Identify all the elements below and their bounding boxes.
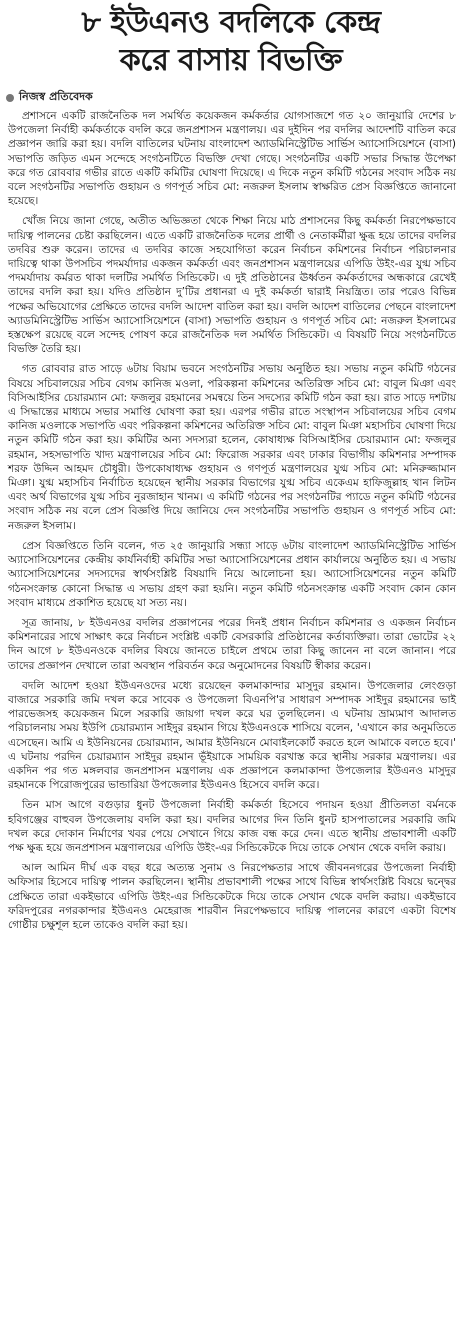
paragraph: প্রশাসনে একটি রাজনৈতিক দল সমর্থিত কয়েকজন কর্মকর্তার যোগসাজশে গত ২০ জানুয়ারি দেশের ৮ উপজেলা নির্বাহী কর্মকর্তাকে বদলি করে জনপ্রশাসন মন্ত্রণালয়। এর দুইদিন পর বদলির আদেশটি বাতিল করে প্রজ্ঞাপন জারি করা হয়। বদলি বাতিলের ঘটনায় বাংলাদেশ অ্যাডমিনিস্ট্রেটিভ সার্ভিস অ্যাসোসিয়েশনে (বাসা) সভাপতি জড়িত এমন সন্দেহে সংগঠনটিতে বিভক্তি দেখা গেছে। সংগঠনটির একটি সভার সিদ্ধান্ত উপেক্ষা করে গত রোববার গভীর রাতে একটি কমিটির ঘোষণা দিয়েছে। এ দিকে নতুন কমিটি গঠনের সংবাদ সঠিক নয় বলে সংগঠনটির সভাপতি গুহায়ন ও গণপূর্ত সচিব মো: নজরুল ইসলাম স্বাক্ষরিত প্রেস বিজ্ঞপ্তিতে জানানো হয়েছে।	[8, 110, 456, 208]
headline-line-1: ৮ ইউএনও বদলিকে কেন্দ্র	[81, 5, 381, 40]
paragraph: সূত্র জানায়, ৮ ইউএনওর বদলির প্রজ্ঞাপনের পরের দিনই প্রধান নির্বাচন কমিশনার ও একজন নির্বাচন কমিশনারের সাথে সাক্ষাৎ করে নির্বাচন সংশ্লিষ্ট একটি বেসরকারি প্রতিষ্ঠানের কর্তাব্যক্তিরা। তারা ভোটের ২২ দিন আগে ৮ ইউএনওকে বদলির বিষয়ে জানতে চাইলে প্রথমে তারা কিছু জানেন না বলে জানান। পরে তাদের প্রজ্ঞাপন দেখালে তারা অবস্থান পরিবর্তন করে অনুমোদনের বিষয়টি স্বীকার করেন।	[8, 616, 456, 672]
paragraph: বদলি আদেশ হওয়া ইউএনওদের মধ্যে রয়েছেন কলমাকান্দার মাসুদুর রহমান। উপজেলার লেংগুড়া বাজারে সরকারি জমি দখল করে সাবেক ও উপজেলা বিএনপি'র সাধারণ সম্পাদক সাইদুর রহমানের ভাই পারভেজসহ কয়েকজন মিলে সরকারি জায়গা দখল করে ঘর তুলছিলেন। এ ঘটনায় ভ্রাম্যমাণ আদালত পরিচালনায় সময় ইউপি চেয়ারম্যান সাইদুর রহমান গিয়ে ইউএনওকে শাসিয়ে বলেন, 'এখানে কার অনুমতিতে এসেছেন। আমি এ ইউনিয়নের চেয়ারম্যান, আমার ইউনিয়নে মোবাইলকোর্ট করতে হলে আমাকে বলতে হবে।' এ ঘটনায় পরদিন চেয়ারম্যান সাইদুর রহমান ভূঁইয়াকে সাময়িক বরখাস্ত করে স্থানীয় সরকার মন্ত্রণালয়। এর একদিন পর গত মঙ্গলবার জনপ্রশাসন মন্ত্রণালয় এক প্রজ্ঞাপনে কলমাকান্দা উপজেলার ইউএনও মাসুদুর রহমানকে পিরোজপুরের ভান্ডারিয়া উপজেলার ইউএনও হিসেবে বদলি করে।	[8, 679, 456, 792]
headline-line-2: করে বাসায় বিভক্তি	[119, 43, 343, 78]
paragraph: প্রেস বিজ্ঞপ্তিতে তিনি বলেন, গত ২৫ জানুয়ারি সন্ধ্যা সাড়ে ৬টায় বাংলাদেশ অ্যাডমিনিস্ট্রেটিভ সার্ভিস অ্যাসোসিয়েশনের কেন্দ্রীয় কার্যনির্বাহী কমিটির সভা অ্যাসোসিয়েশনের প্রধান কার্যালয়ে অনুষ্ঠিত হয়। এ সভায় অ্যাসোসিয়েশনের সদস্যদের স্বার্থসংশ্লিষ্ট বিষয়াদি নিয়ে আলোচনা হয়। অ্যাসোসিয়েশনের নতুন কমিটি গঠনসংক্রান্ত কোনো সিদ্ধান্ত এ সভায় গ্রহণ করা হয়নি। নতুন কমিটি গঠনসংক্রান্ত একটি সংবাদ কোন কোন সংবাদ মাধ্যমে প্রকাশিত হয়েছে যা সত্য নয়।	[8, 539, 456, 609]
paragraph: গত রোববার রাত সাড়ে ৬টায় বিয়াম ভবনে সংগঠনটির সভায় অনুষ্ঠিত হয়। সভায় নতুন কমিটি গঠনের বিষয়ে সচিবালয়ের সচিব বেগম কানিজ মওলা, পরিকল্পনা কমিশনের অতিরিক্ত সচিব মো: বাবুল মিঞা এবং বিসিআইসির চেয়ারম্যান মো: ফজলুর রহমানের সমন্বয়ে তিন সদস্যের কমিটি গঠন করা হয়। রাত সাড়ে দশটায় এ সিদ্ধান্তের মাধ্যমে সভার সমাপ্তি ঘোষণা করা হয়। এরপর গভীর রাতে সংস্থাপন সচিবালয়ের সচিব বেগম কানিজ মওলাকে সভাপতি এবং পরিকল্পনা কমিশনের অতিরিক্ত সচিব মো: বাবুল মিঞা মহাসচিব ঘোষণা দিয়ে নতুন কমিটি গঠন করা হয়। কমিটির অন্য সদস্যরা হলেন, কোষাধ্যক্ষ বিসিআইসির চেয়ারম্যান মো: ফজলুর রহমান, সহসভাপতি খাদ্য মন্ত্রণালয়ের সচিব মো: ফিরোজ সরকার এবং ঢাকার বিভাগীয় কমিশনার সম্পাদক শরফ উদ্দিন আহমদ চৌধুরী। উপকোষাধ্যক্ষ গুহায়ন ও গণপূর্ত মন্ত্রণালয়ের যুগ্ম সচিব মো: মনিরুজ্জামান মিঞা। যুগ্ম মহাসচিব নির্বাচিত হয়েছেন স্থানীয় সরকার বিভাগের যুগ্ম সচিব একেএম হাফিজুল্লাহ খান লিটন এবং অর্থ বিভাগের যুগ্ম সচিব নুরজাহান খানম। এ কমিটি গঠনের পর সংগঠনটির প্যাডে নতুন কমিটি গঠনের সংবাদ সঠিক নয় বলে প্রেস বিজ্ঞপ্তি দিয়ে জানিয়ে দেন সংগঠনটির সভাপতি গুহায়ন ও গণপূর্ত সচিব মো: নজরুল ইসলাম।	[8, 363, 456, 532]
paragraph: তিন মাস আগে বগুড়ার ধুনট উপজেলা নির্বাহী কর্মকর্তা হিসেবে পদায়ন হওয়া প্রীতিলতা বর্মনকে হবিগঞ্জের বাহুবল উপজেলায় বদলি করা হয়। বদলির আগের দিন তিনি ধুনট হাসপাতালের সরকারি জমি দখল করে দোকান নির্মাণের খবর পেয়ে সেখানে গিয়ে কাজ বন্ধ করে দেন। এতে স্থানীয় প্রভাবশালী একটি পক্ষ ক্ষুব্ধ হয়ে জনপ্রশাসন মন্ত্রণালয়ের এপিডি উইং-এর সিন্ডিকেটকে দিয়ে তাকে সেখান থেকে বদলি করায়।	[8, 799, 456, 854]
headline	[0, 0, 462, 80]
bullet-icon	[6, 94, 14, 102]
byline	[6, 88, 462, 107]
paragraph: আল আমিন দীর্ঘ এক বছর ধরে অত্যন্ত সুনাম ও নিরপেক্ষতার সাথে জীবননগরের উপজেলা নির্বাহী অফিসার হিসেবে দায়িত্ব পালন করছিলেন। স্থানীয় প্রভাবশালী পক্ষের সাথে বিভিন্ন স্বার্থসংশ্লিষ্ট বিষয়ে দ্বন্দ্বের প্রেক্ষিতে তারা একইভাবে এপিডি উইং-এর সিন্ডিকেটকে দিয়ে তাকে সেখান থেকে বদলি করায়। একইভাবে ফরিদপুরের নগরকান্দার ইউএনও মেহেরাজ শারবীন নিরপেক্ষভাবে দায়িত্ব পালনের কারণে একটা বিশেষ গোষ্ঠীর চক্ষুশূল হলে তাকেও বদলি করা হয়।	[8, 862, 456, 931]
article-body	[0, 109, 462, 932]
paragraph: খোঁজ নিয়ে জানা গেছে, অতীত অভিজ্ঞতা থেকে শিক্ষা নিয়ে মাঠ প্রশাসনের কিছু কর্মকর্তা নিরপেক্ষভাবে দায়িত্ব পালনের চেষ্টা করছিলেন। এতে একটি রাজনৈতিক দলের প্রার্থী ও নেতাকর্মীরা ক্ষুব্ধ হয়ে তাদের বদলির তদবির শুরু করেন। তাদের এ তদবির কাজে সহযোগিতা করেন নির্বাচন কমিশনের নির্বাচন পরিচালনার দায়িত্বে থাকা উপসচিব পদমর্যাদার একজন কর্মকর্তা এবং জনপ্রশাসন মন্ত্রণালয়ের এপিডি উইং-এর যুগ্ম সচিব পদমর্যাদায় কর্মরত থাকা দলটির সমর্থিত সিন্ডিকেট। এ দুই প্রতিষ্ঠানের ঊর্ধ্বতন কর্মকর্তাদের অন্ধকারে রেখেই তাদের বদলি করা হয়। যদিও প্রতিষ্ঠান দু’টির প্রধানরা এ দুই কর্মকর্তা দ্বারাই নিয়ন্ত্রিত। তার পরেও বিভিন্ন পক্ষের অভিযোগের প্রেক্ষিতে তাদের বদলি আদেশ বাতিল করা হয়। বদলি আদেশ বাতিলের পেছনে বাংলাদেশ অ্যাডমিনিস্ট্রেটিভ সার্ভিস অ্যাসোসিয়েশনে (বাসা) সভাপতি গুহায়ন ও গণপূর্ত সচিব মো: নজরুল ইসলামের হস্তক্ষেপ রয়েছে বলে সন্দেহ পোষণ করে রাজনৈতিক দল সমর্থিত সিন্ডিকেট। এ বিষয়টি নিয়ে সংগঠনটিতে বিভক্তি তৈরি হয়।	[8, 215, 456, 356]
byline-text: নিজস্ব প্রতিবেদক	[19, 90, 93, 103]
